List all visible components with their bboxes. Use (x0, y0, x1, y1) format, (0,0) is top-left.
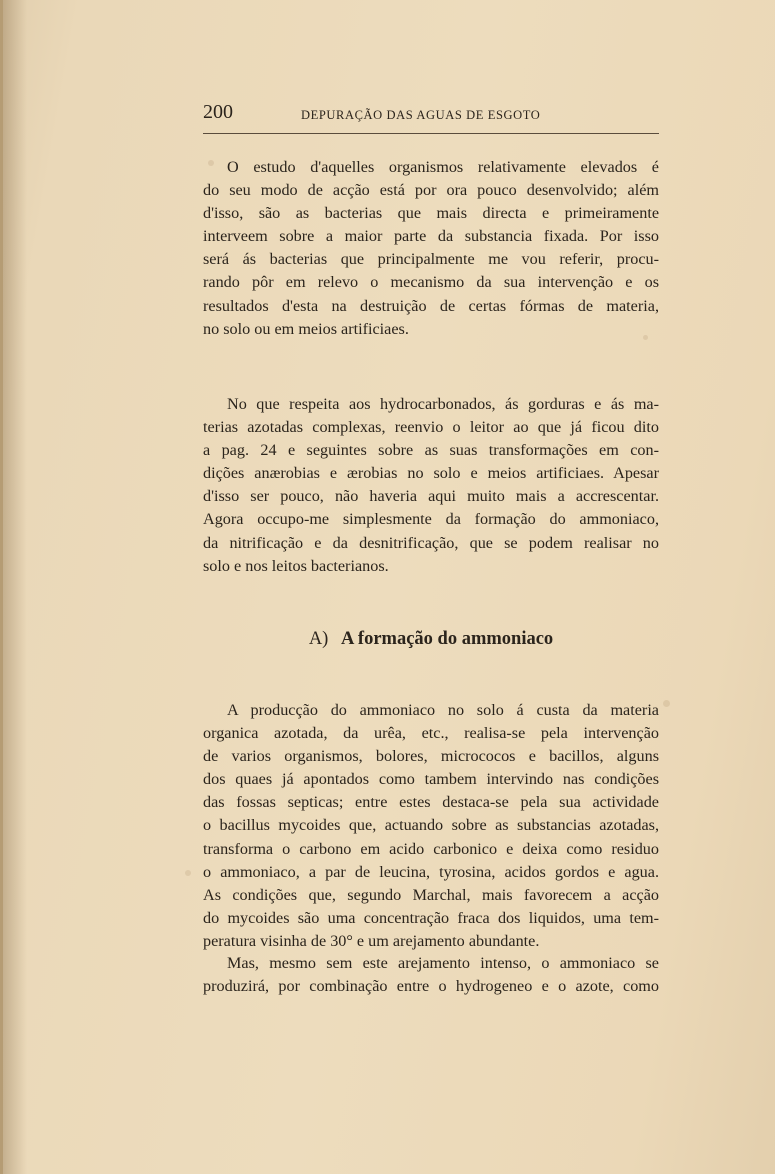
page-header (203, 101, 658, 133)
text-line: o ammoniaco, a par de leucina, tyrosina, acidos gordos e agua. (203, 862, 659, 881)
text-line: interveem sobre a maior parte da substancia fixada. Por isso (203, 227, 659, 246)
text-line: o bacillus mycoides que, actuando sobre as substancias azotadas, (203, 816, 659, 835)
paragraph-intro (203, 156, 659, 341)
text-line: solo e nos leitos bacterianos. (203, 556, 389, 575)
text-line: d'isso, são as bacterias que mais directa e primeiramente (203, 204, 659, 223)
text-line: das fossas septicas; entre estes destaca-se pela sua actividade (203, 793, 659, 812)
page-number: 200 (203, 101, 233, 123)
text-line: O estudo d'aquelles organismos relativamente elevados é (227, 158, 659, 176)
text-line: resultados d'esta na destruição de certas fórmas de materia, (203, 296, 659, 315)
text-line: da nitrificação e da desnitrificação, que se podem realisar no (203, 533, 659, 552)
paragraph-hydrocarbonados (203, 393, 659, 578)
text-line: a pag. 24 e seguintes sobre as suas transformações em con- (203, 441, 659, 460)
page-spine-shadow (3, 0, 27, 1174)
text-line: No que respeita aos hydrocarbonados, ás gorduras e ás ma- (227, 395, 659, 413)
text-line: A producção do ammoniaco no solo á custa da materia (227, 701, 659, 719)
text-line: d'isso ser pouco, não haveria aqui muito mais a accrescentar. (203, 487, 659, 506)
section-title: A formação do ammoniaco (340, 629, 554, 649)
text-line: As condições que, segundo Marchal, mais favorecem a acção (203, 885, 659, 904)
section-heading (203, 629, 659, 650)
foxing-spot (185, 870, 191, 876)
text-line: terias azotadas complexas, reenvio o leitor ao que já ficou dito (203, 418, 659, 437)
running-title: DEPURAÇÃO DAS AGUAS DE ESGOTO (301, 108, 541, 122)
text-line: será ás bacterias que principalmente me vou referir, procu- (203, 250, 659, 269)
section-letter: A) (308, 629, 329, 649)
text-line: dições anærobias e ærobias no solo e meios artificiaes. Apesar (203, 464, 659, 483)
text-line: do mycoides são uma concentração fraca dos liquidos, uma tem- (203, 908, 659, 927)
text-line: organica azotada, da urêa, etc., realisa-se pela intervenção (203, 724, 659, 743)
paragraph-arejamento (203, 952, 659, 998)
text-line: peratura visinha de 30° e um arejamento abundante. (203, 931, 540, 950)
text-line: transforma o carbono em acido carbonico e deixa como residuo (203, 839, 659, 858)
text-line: produzirá, por combinação entre o hydrogeneo e o azote, como (203, 977, 659, 996)
text-line: no solo ou em meios artificiaes. (203, 319, 409, 338)
header-rule (203, 133, 659, 134)
paragraph-ammoniaco (203, 699, 659, 953)
foxing-spot (663, 700, 670, 707)
text-line: Agora occupo-me simplesmente da formação do ammoniaco, (203, 510, 659, 529)
text-line: rando pôr em relevo o mecanismo da sua intervenção e os (203, 273, 659, 292)
text-line: do seu modo de acção está por ora pouco desenvolvido; além (203, 181, 659, 200)
text-line: Mas, mesmo sem este arejamento intenso, o ammoniaco se (227, 954, 659, 972)
text-line: de varios organismos, bolores, micrococos e bacillos, alguns (203, 747, 659, 766)
text-line: dos quaes já apontados como tambem intervindo nas condições (203, 770, 659, 789)
